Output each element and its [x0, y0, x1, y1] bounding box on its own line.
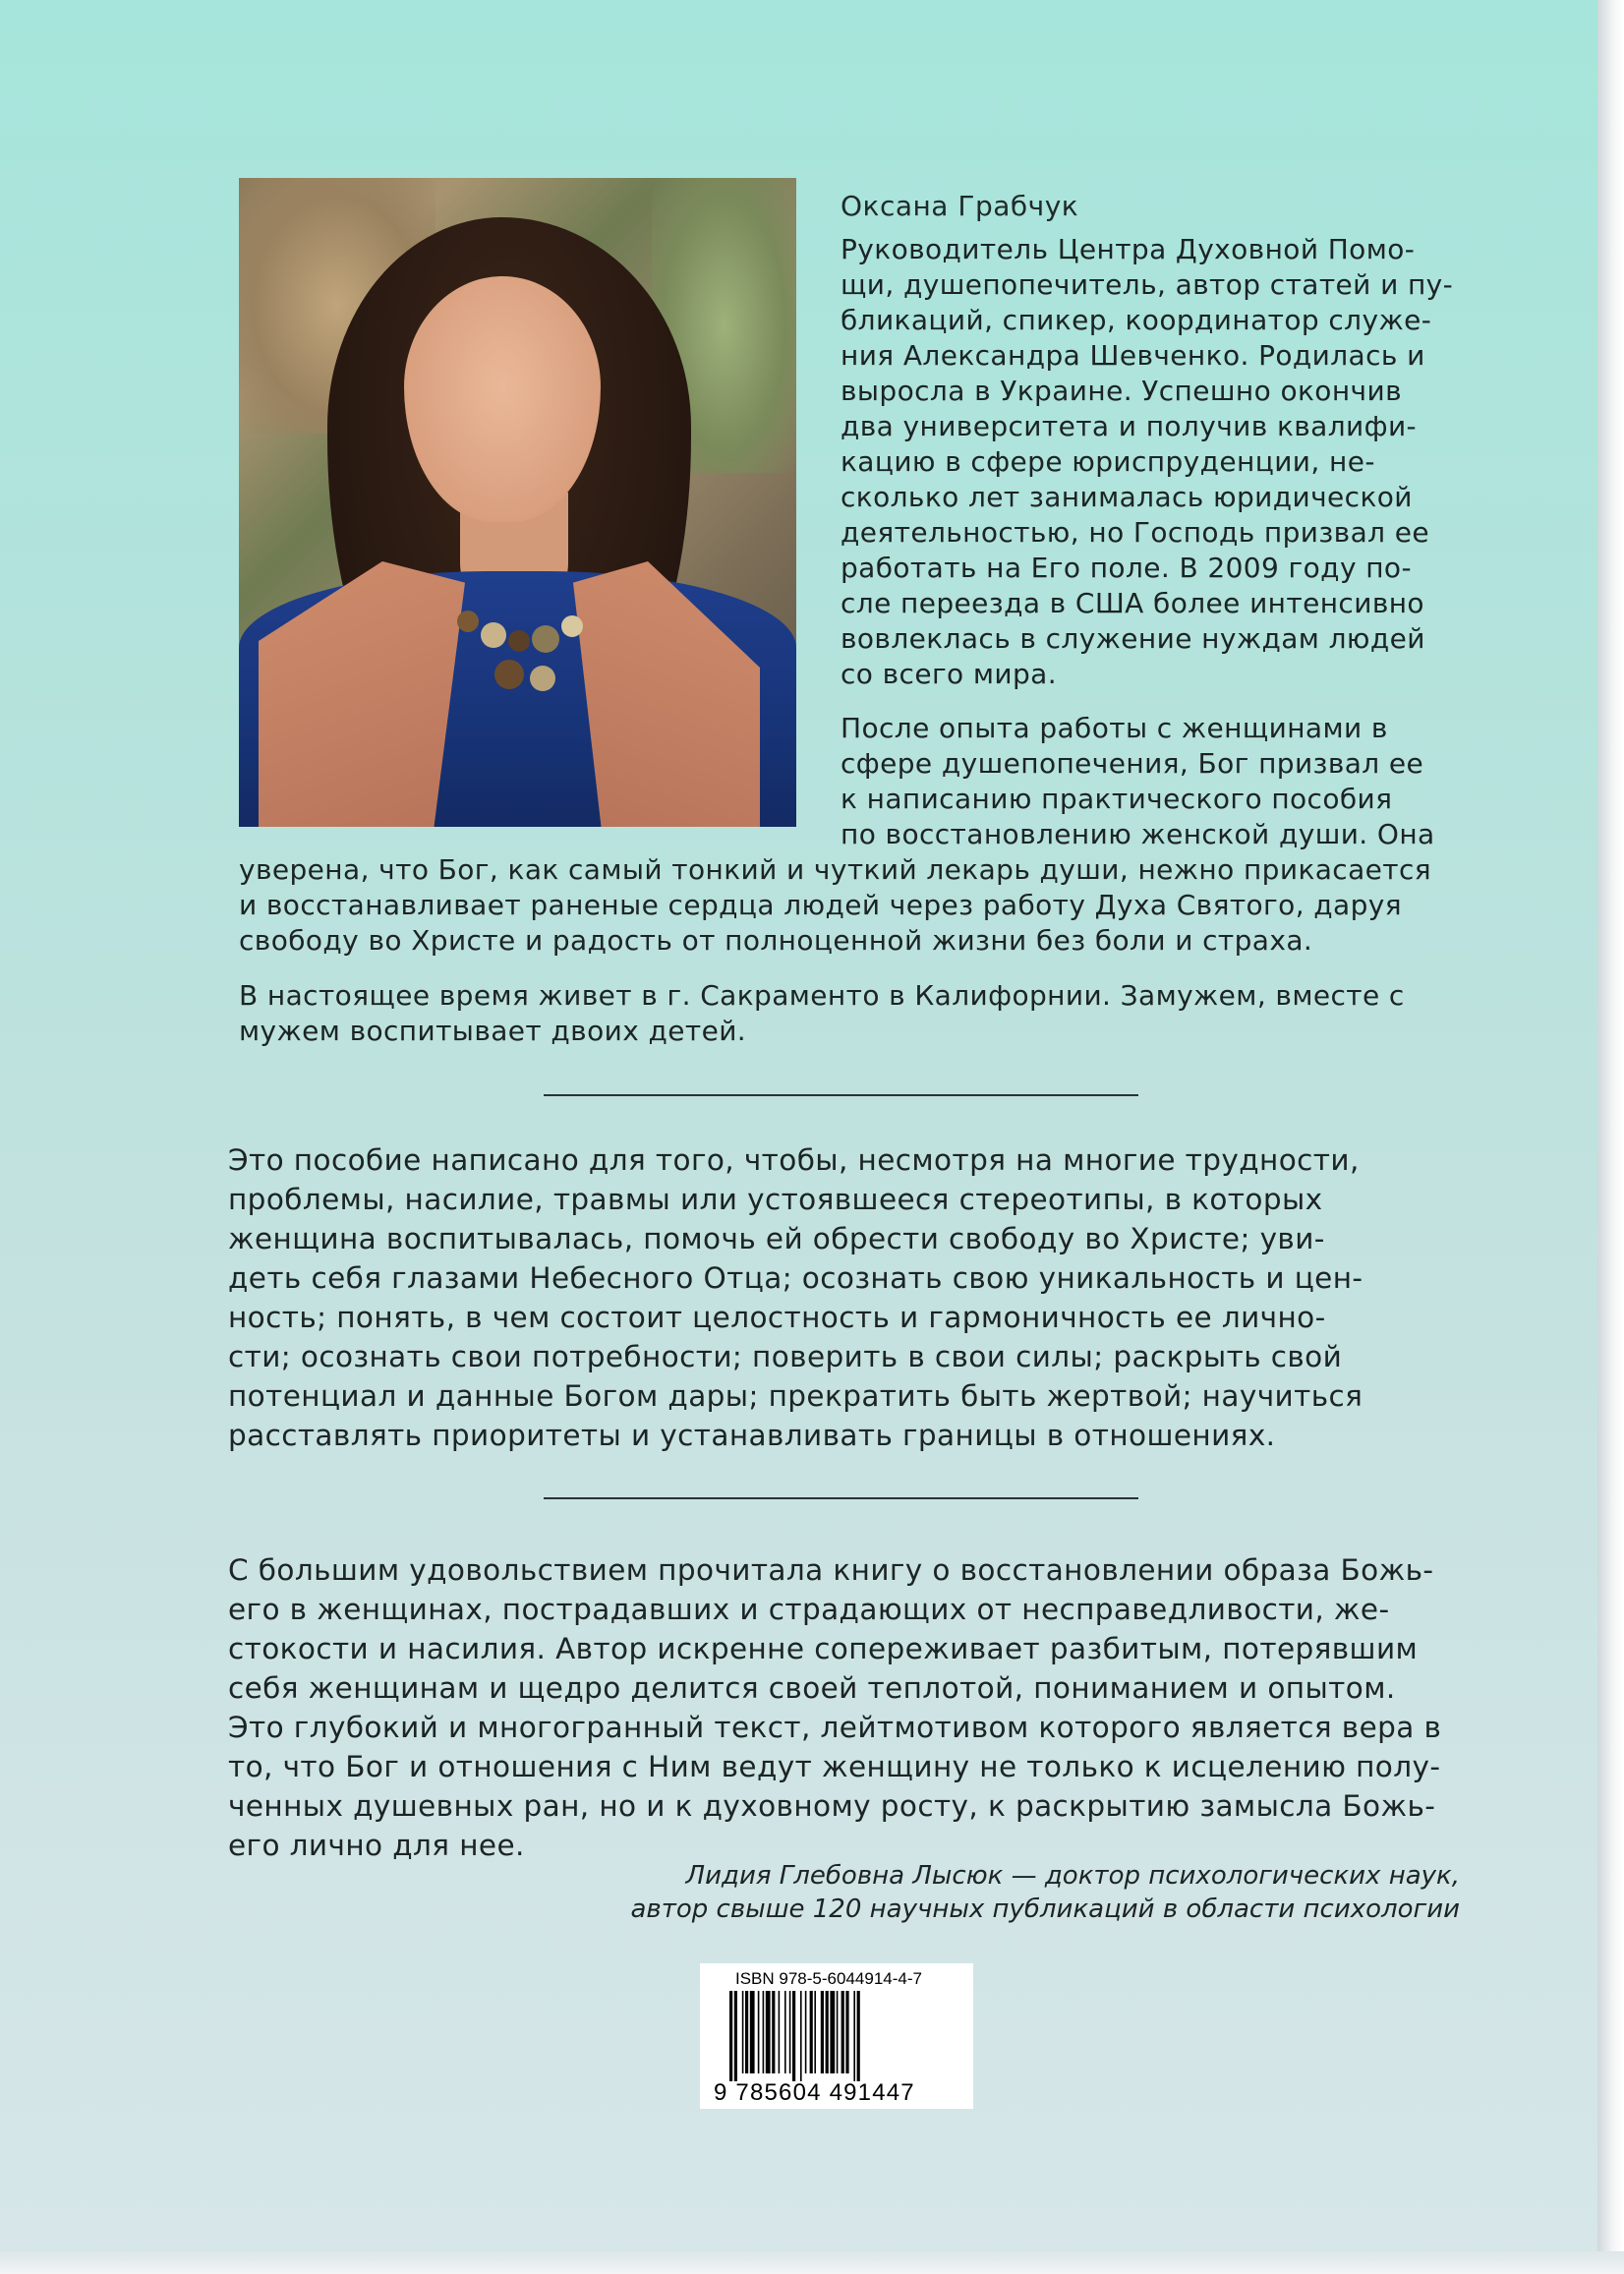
author-photo — [239, 178, 796, 827]
bio-line: мужем воспитывает двоих детей. — [239, 1015, 747, 1047]
barcode-bar — [830, 1991, 835, 2073]
barcode-bar — [810, 1991, 813, 2073]
bio-line: к написанию практического пособия — [841, 783, 1393, 815]
review-line: его лично для нее. — [228, 1829, 525, 1862]
bio-line: работать на Его поле. В 2009 году по- — [841, 552, 1412, 584]
bio-line: два университета и получив квалифи- — [841, 410, 1418, 442]
bio-line: свободу во Христе и радость от полноценной жизни без боли и страха. — [239, 924, 1313, 957]
review-line: ченных душевных ран, но и к духовному росту, к раскрытию замысла Божь- — [228, 1789, 1436, 1823]
necklace-bead — [494, 660, 524, 689]
cover-page-edge — [1597, 0, 1624, 2274]
bio-line: щи, душепопечитель, автор статей и пу- — [841, 268, 1454, 301]
isbn-label: ISBN 978-5-6044914-4-7 — [735, 1969, 922, 1988]
barcode-bar — [792, 1991, 795, 2081]
barcode-bar — [734, 1991, 737, 2081]
section-divider — [544, 1094, 1138, 1096]
necklace-bead — [481, 622, 506, 648]
review-line: стокости и насилия. Автор искренне сопереживает разбитым, потерявшим — [228, 1632, 1419, 1665]
barcode-bar — [763, 1991, 765, 2073]
description-line: деть себя глазами Небесного Отца; осознать свою уникальность и цен- — [228, 1261, 1363, 1295]
cover-bottom-edge — [0, 2251, 1624, 2274]
barcode-bar — [805, 1991, 807, 2073]
description-line: проблемы, насилие, травмы или устоявшееся стереотипы, в которых — [228, 1183, 1323, 1216]
description-line: расставлять приоритеты и устанавливать границы в отношениях. — [228, 1419, 1276, 1452]
review-line: то, что Бог и отношения с Ним ведут женщину не только к исцелению полу- — [228, 1750, 1441, 1783]
description-line: потенциал и данные Богом дары; прекратить быть жертвой; научиться — [228, 1379, 1363, 1413]
description-line: сти; осознать свои потребности; поверить в свои силы; раскрыть свой — [228, 1340, 1343, 1373]
photo-face — [404, 276, 601, 522]
barcode-bar — [745, 1991, 748, 2073]
barcode-bar — [857, 1991, 860, 2081]
necklace-bead — [532, 625, 559, 653]
section-divider — [544, 1497, 1138, 1499]
bio-line: Руководитель Центра Духовной Помо- — [841, 233, 1416, 265]
bio-line: сфере душепопечения, Бог призвал ее — [841, 747, 1424, 780]
bio-line: ния Александра Шевченко. Родилась и — [841, 339, 1425, 372]
bio-line: В настоящее время живет в г. Сакраменто в Калифорнии. Замужем, вместе с — [239, 979, 1405, 1012]
barcode-bar — [789, 1991, 791, 2073]
barcode-bar — [750, 1991, 755, 2073]
bio-line: деятельностью, но Господь призвал ее — [841, 516, 1429, 549]
barcode-bar — [841, 1991, 844, 2073]
description-line: Это пособие написано для того, чтобы, несмотря на многие трудности, — [228, 1143, 1360, 1177]
bio-line: сле переезда в США более интенсивно — [841, 587, 1424, 619]
review-line: С большим удовольствием прочитала книгу о восстановлении образа Божь- — [228, 1553, 1434, 1587]
review-signature-name: Лидия Глебовна Лысюк — доктор психологических наук, — [685, 1861, 1460, 1891]
review-line: себя женщинам и щедро делится своей теплотой, пониманием и опытом. — [228, 1671, 1396, 1705]
bio-line: уверена, что Бог, как самый тонкий и чуткий лекарь души, нежно прикасается — [239, 853, 1432, 886]
bio-line: со всего мира. — [841, 658, 1058, 690]
barcode-bar — [772, 1991, 775, 2073]
bio-line: по восстановлению женской души. Она — [841, 818, 1435, 850]
necklace-bead — [530, 666, 555, 691]
barcode-bar — [729, 1991, 732, 2081]
bio-line: сколько лет занималась юридической — [841, 481, 1413, 513]
isbn-barcode — [700, 1963, 973, 2109]
barcode-bar — [779, 1991, 781, 2073]
barcode-bar — [837, 1991, 839, 2073]
description-line: ность; понять, в чем состоит целостность и гармоничность ее лично- — [228, 1301, 1326, 1334]
bio-line: вовлеклась в служение нуждам людей — [841, 622, 1425, 655]
bio-line: бликаций, спикер, координатор служе- — [841, 304, 1432, 336]
bio-line: выросла в Украине. Успешно окончив — [841, 375, 1402, 407]
review-line: Это глубокий и многогранный текст, лейтмотивом которого является вера в — [228, 1711, 1442, 1744]
barcode-bar — [766, 1991, 771, 2073]
barcode-bar — [814, 1991, 816, 2073]
barcode-bar — [853, 1991, 855, 2081]
barcode-bar — [845, 1991, 848, 2073]
barcode-bars — [727, 1991, 959, 2081]
barcode-bar — [821, 1991, 824, 2073]
bio-line: После опыта работы с женщинами в — [841, 712, 1388, 744]
necklace-bead — [457, 611, 479, 632]
barcode-bar — [826, 1991, 829, 2073]
necklace-bead — [561, 615, 583, 637]
bio-line: кацию в сфере юриспруденции, не- — [841, 445, 1375, 478]
bio-line: и восстанавливает раненые сердца людей через работу Духа Святого, даруя — [239, 889, 1403, 921]
barcode-bar — [758, 1991, 760, 2073]
barcode-bar — [800, 1991, 802, 2081]
author-name: Оксана Грабчук — [841, 190, 1079, 222]
review-line: его в женщинах, пострадавших и страдающих от несправедливости, же- — [228, 1593, 1390, 1626]
barcode-bar — [742, 1991, 744, 2073]
barcode-bar — [784, 1991, 786, 2073]
description-line: женщина воспитывалась, помочь ей обрести свободу во Христе; уви- — [228, 1222, 1325, 1255]
barcode-digits: 9 785604 491447 — [714, 2079, 915, 2106]
necklace-bead — [508, 630, 530, 652]
review-signature-credentials: автор свыше 120 научных публикаций в области психологии — [630, 1895, 1460, 1924]
